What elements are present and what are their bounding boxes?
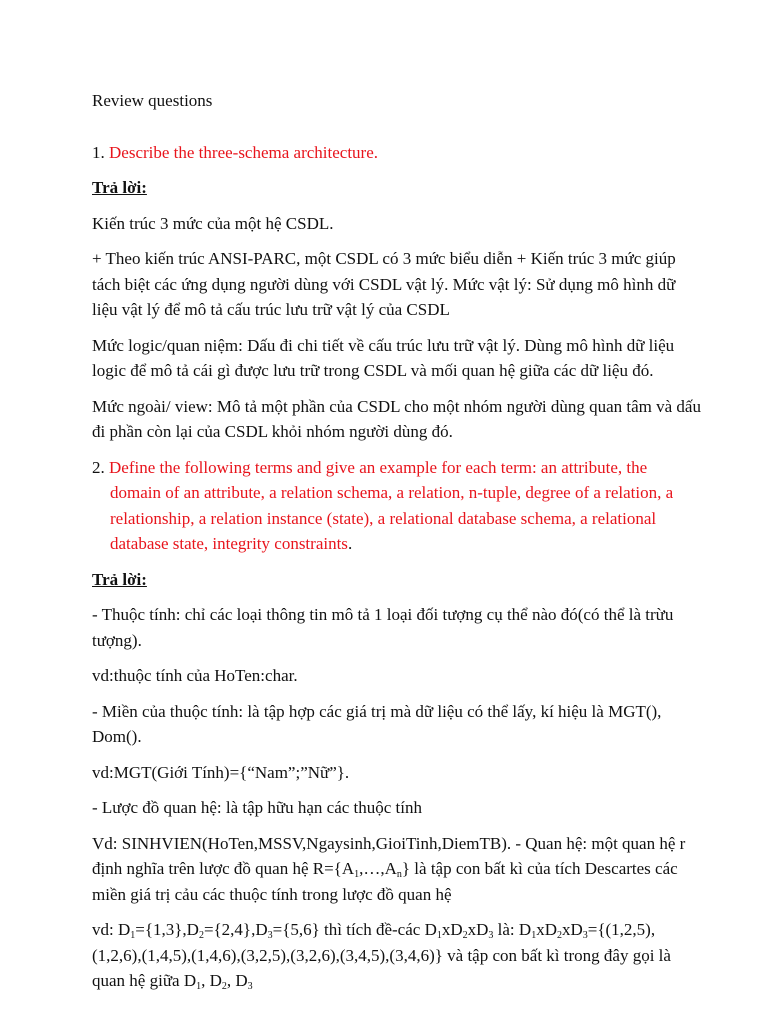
- subscript: 1: [531, 930, 537, 941]
- text-run: ={1,3},D: [135, 920, 199, 939]
- text-run: ={2,4},D: [203, 920, 268, 939]
- subscript: 3: [247, 981, 253, 992]
- subscript: 3: [488, 930, 494, 941]
- answer-2-paragraph-7: [92, 917, 702, 994]
- text-run: } là tập con bất kì của tích Descartes các miền giá trị cảu các thuộc tính trong lược đồ quan hệ: [92, 859, 678, 904]
- question-2: [92, 455, 702, 557]
- answer-1-label: Trả lời:: [92, 178, 147, 197]
- answer-1-paragraph-4: Mức ngoài/ view: Mô tả một phần của CSDL cho một nhóm người dùng quan tâm và dấu đi phần còn lại của CSDL khỏi nhóm người dùng đó.: [92, 396, 701, 441]
- question-1-number: 1.: [92, 142, 105, 162]
- answer-1-paragraph-1: Kiến trúc 3 mức của một hệ CSDL.: [92, 213, 334, 233]
- subscript: 3: [267, 930, 273, 941]
- subscript: n: [396, 869, 402, 880]
- question-1: [92, 140, 702, 166]
- subscript: 2: [198, 930, 204, 941]
- question-2-number: 2.: [92, 457, 105, 477]
- subscript: 3: [582, 930, 588, 941]
- text-run: Vd: SINHVIEN(HoTen,MSSV,Ngaysinh,GioiTinh,DiemTB). - Quan hệ: một quan hệ r định nghĩa trên lược đồ quan hệ R={A: [92, 833, 686, 878]
- subscript: 2: [221, 981, 227, 992]
- subscript: 1: [436, 930, 442, 941]
- subscript: 1: [196, 981, 202, 992]
- text-run: ={5,6} thì tích đề-các D: [272, 920, 437, 939]
- subscript: 1: [130, 930, 136, 941]
- question-1-text: Describe the three-schema architecture.: [109, 142, 379, 162]
- answer-2-paragraph-1: - Thuộc tính: chỉ các loại thông tin mô tả 1 loại đối tượng cụ thể nào đó(có thể là trừu tượng).: [92, 605, 674, 650]
- question-2-text: Define the following terms and give an example for each term: an attribute, the domain of an attribute, a relation schema, a relation, n-tuple, degree of a relation, a relationship, a relation instance (state), a relational database schema, a relational database state, integrity constraints: [109, 457, 674, 553]
- document-page: [92, 88, 702, 1004]
- answer-2-paragraph-3: - Miền của thuộc tính: là tập hợp các giá trị mà dữ liệu có thể lấy, kí hiệu là MGT(), Dom().: [92, 701, 662, 746]
- text-run: xD: [561, 920, 583, 939]
- answer-2-paragraph-2: vd:thuộc tính của HoTen:char.: [92, 666, 298, 685]
- text-run: là: D: [493, 920, 532, 939]
- answer-2-label: Trả lời:: [92, 569, 147, 589]
- answer-2-paragraph-4: vd:MGT(Giới Tính)={“Nam”;”Nữ”}.: [92, 762, 350, 782]
- answer-2-paragraph-6: [92, 831, 702, 908]
- subscript: 1: [354, 869, 360, 880]
- text-run: xD: [536, 920, 557, 939]
- text-run: xD: [441, 920, 463, 939]
- text-run: , D: [201, 971, 222, 990]
- text-run: ,…,A: [359, 859, 397, 878]
- subscript: 2: [462, 930, 468, 941]
- question-2-end: .: [347, 534, 353, 553]
- text-run: ={(1,2,5),(1,2,6),(1,4,5),(1,4,6),(3,2,5),(3,2,6),(3,4,5),(3,4,6)} và tập con bất kì trong đây gọi là quan hệ giữa D: [92, 920, 671, 990]
- answer-1-paragraph-2: + Theo kiến trúc ANSI-PARC, một CSDL có 3 mức biểu diễn + Kiến trúc 3 mức giúp tách biệt các ứng dụng người dùng với CSDL vật lý. Mức vật lý: Sử dụng mô hình dữ liệu vật lý để mô tả cấu trúc lưu trữ vật lý của CSDL: [92, 249, 676, 319]
- answer-1-paragraph-3: Mức logic/quan niệm: Dấu đi chi tiết về cấu trúc lưu trữ vật lý. Dùng mô hình dữ liệu logic để mô tả cái gì được lưu trữ trong CSDL và mối quan hệ giữa các dữ liệu đó.: [92, 335, 675, 380]
- document-title: Review questions: [92, 91, 213, 110]
- answer-2-paragraph-5: - Lược đồ quan hệ: là tập hữu hạn các thuộc tính: [92, 798, 423, 817]
- text-run: , D: [226, 971, 248, 990]
- subscript: 2: [556, 930, 562, 941]
- text-run: vd: D: [92, 920, 131, 939]
- text-run: xD: [467, 920, 489, 939]
